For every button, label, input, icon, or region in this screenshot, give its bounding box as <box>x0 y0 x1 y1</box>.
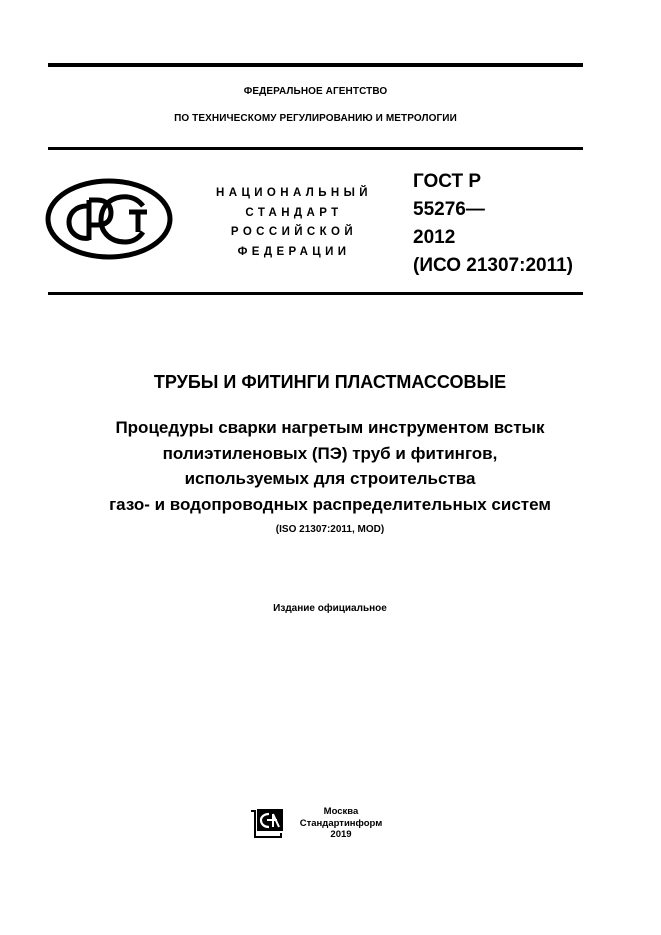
subtitle-line: используемых для строительства <box>184 469 476 488</box>
agency-line-2: ПО ТЕХНИЧЕСКОМУ РЕГУЛИРОВАНИЮ И МЕТРОЛОГИИ <box>174 113 457 124</box>
subtitle-line: газо- и водопроводных распределительных систем <box>109 494 551 514</box>
publisher-name: Стандартинформ <box>299 817 383 829</box>
gost-line: 55276— <box>413 199 485 220</box>
standartinform-logo-icon <box>249 807 285 839</box>
national-line: СТАНДАРТ <box>245 206 343 219</box>
gost-line: 2012 <box>413 227 456 248</box>
header-rule <box>48 147 583 150</box>
publisher-city: Москва <box>323 806 359 817</box>
national-line: НАЦИОНАЛЬНЫЙ <box>216 187 372 199</box>
top-rule <box>48 63 583 67</box>
national-line: РОССИЙСКОЙ <box>230 226 358 238</box>
agency-line-1: ФЕДЕРАЛЬНОЕ АГЕНТСТВО <box>243 86 388 97</box>
standard-rule <box>48 292 583 295</box>
publisher-year: 2019 <box>330 829 352 840</box>
rst-certification-mark-icon <box>45 178 173 260</box>
gost-line: (ИСО 21307:2011) <box>413 255 573 276</box>
national-line: ФЕДЕРАЦИИ <box>237 245 351 258</box>
subtitle-line: Процедуры сварки нагретым инструментом встык <box>115 418 545 437</box>
document-subtitle <box>30 415 630 517</box>
document-title: ТРУБЫ И ФИТИНГИ ПЛАСТМАССОВЫЕ <box>153 372 507 392</box>
edition-label: Издание официальное <box>273 603 387 614</box>
national-standard-label <box>200 184 388 262</box>
gost-designation <box>413 168 613 280</box>
publisher-block <box>293 806 389 841</box>
gost-line: ГОСТ Р <box>413 171 482 192</box>
subtitle-line: полиэтиленовых (ПЭ) труб и фитингов, <box>162 443 498 463</box>
iso-reference: (ISO 21307:2011, MOD) <box>275 524 385 535</box>
